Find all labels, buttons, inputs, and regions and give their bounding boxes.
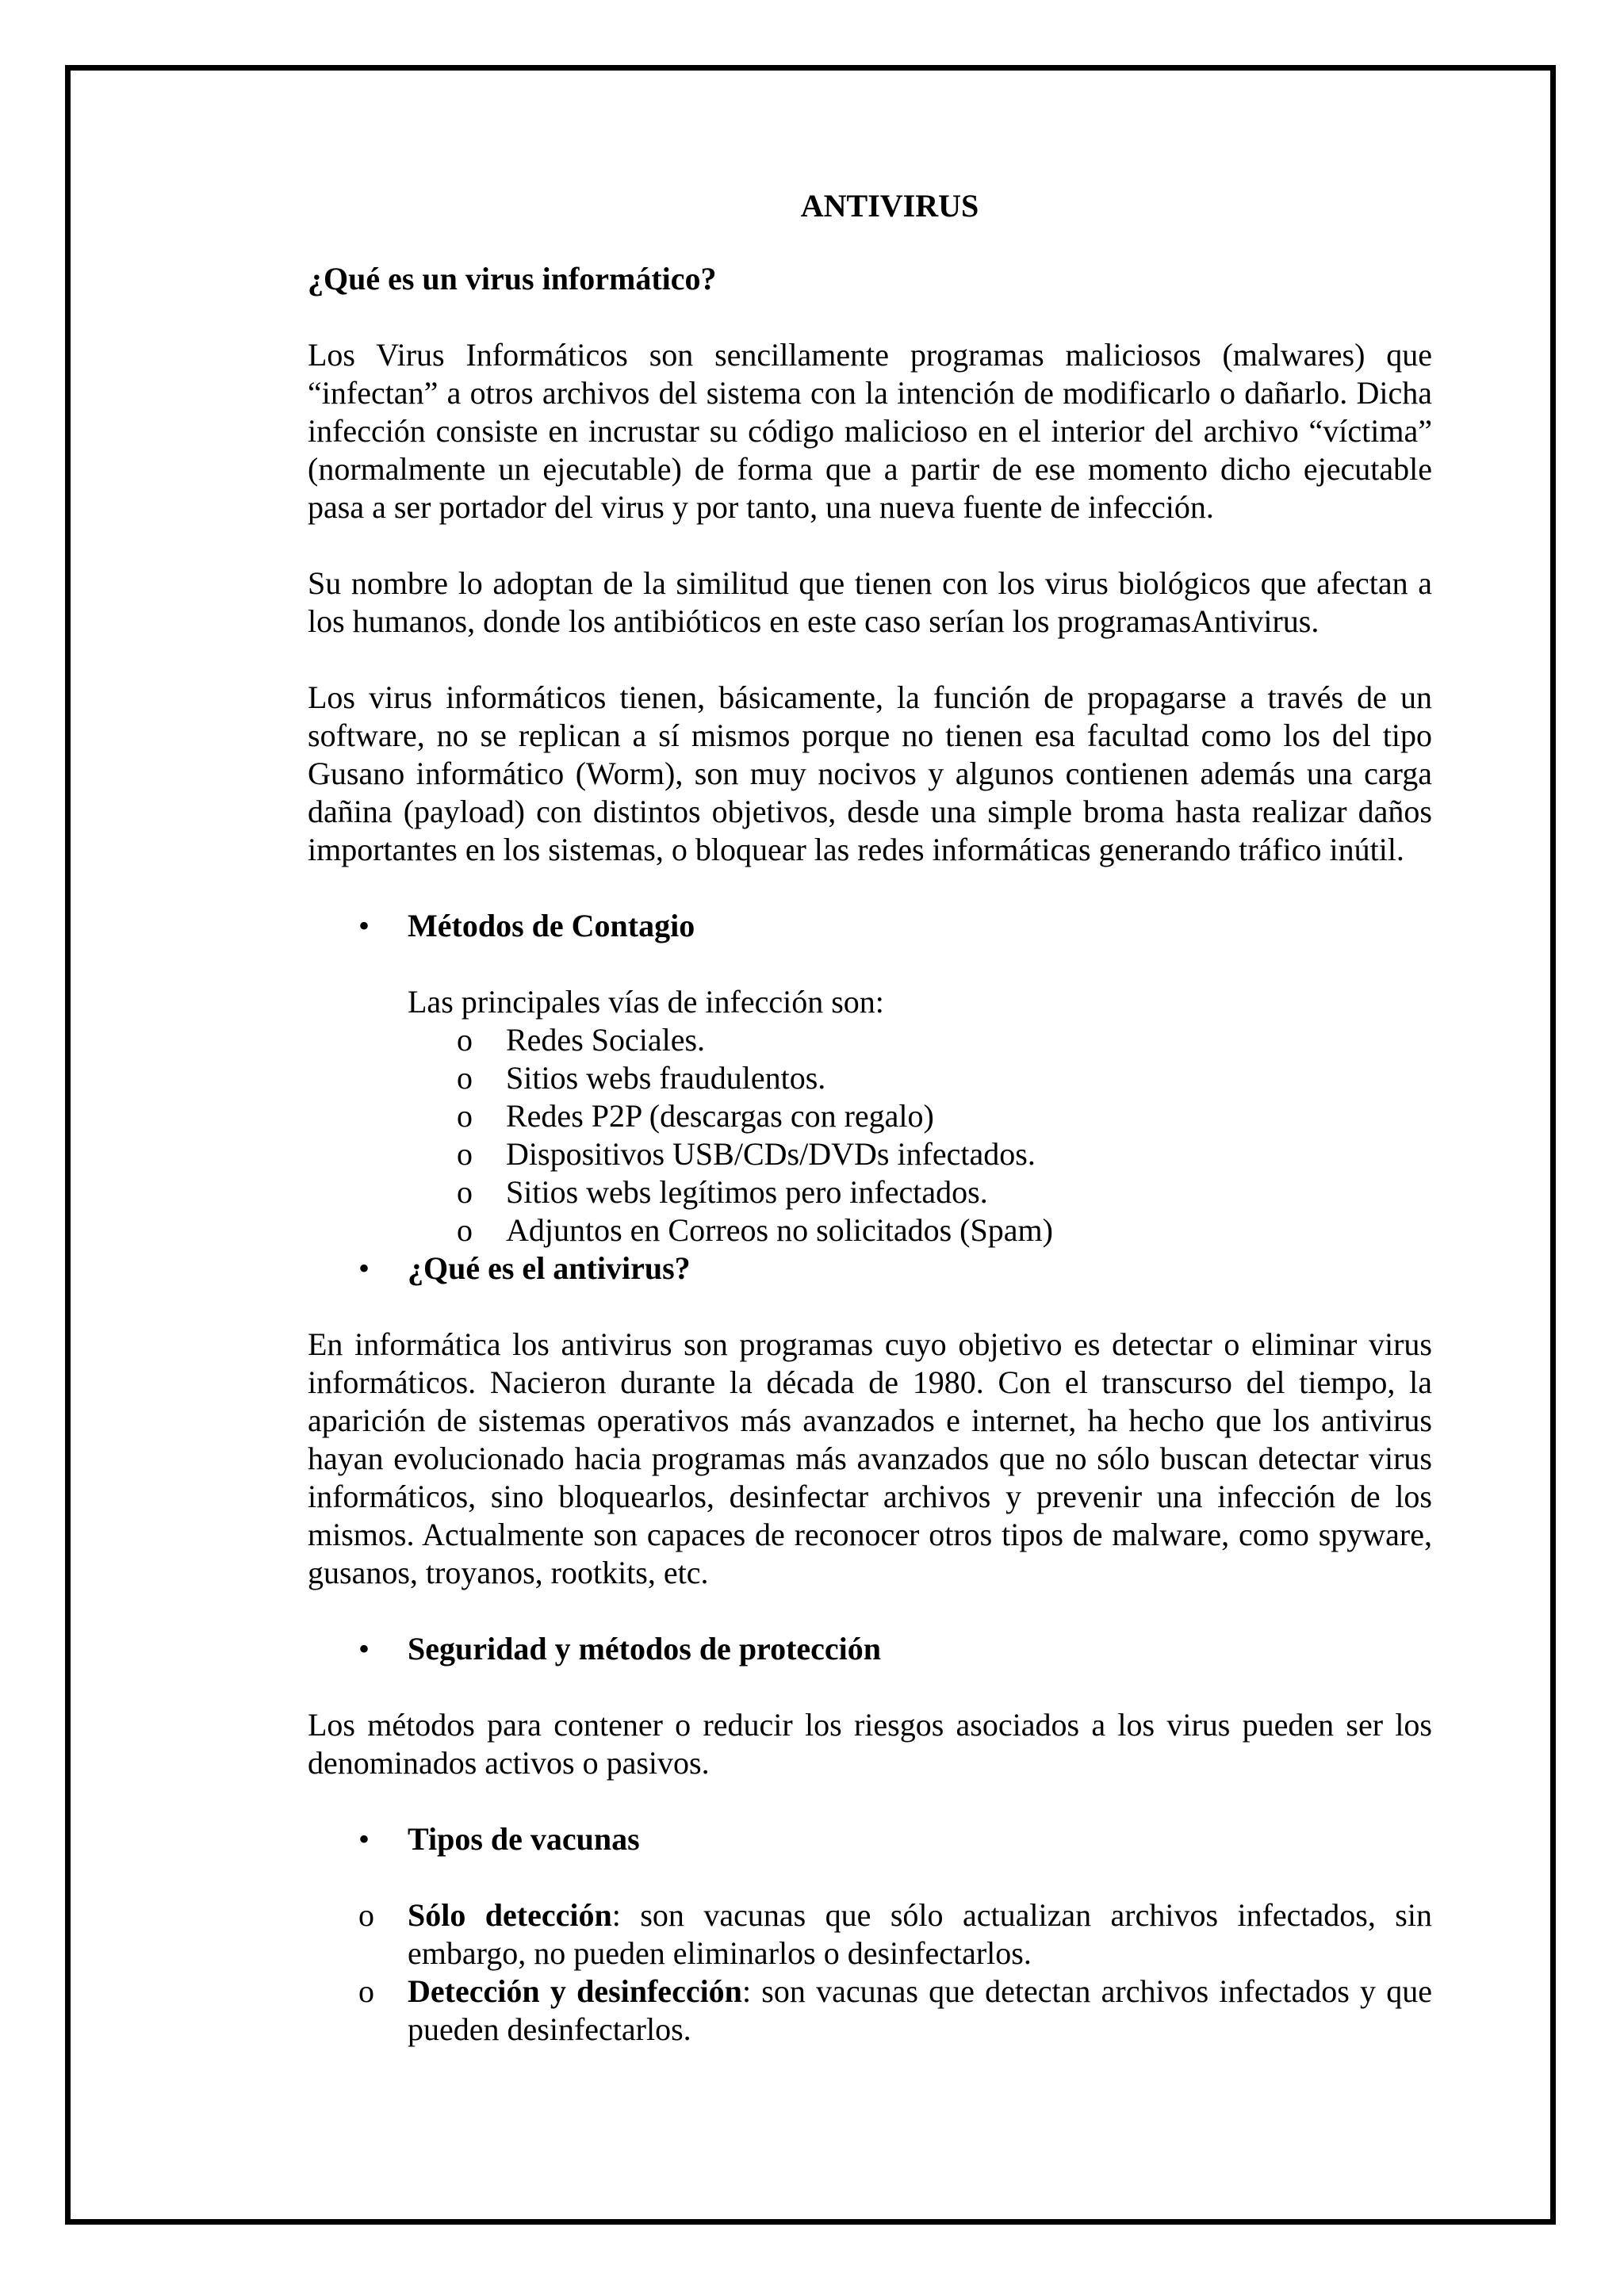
paragraph-function: Los virus informáticos tienen, básicamente, la función de propagarse a través de un software, no se replican a sí mismos porque no tienen esa facultad como los del tipo Gusano informático (Worm), son muy nocivos y algunos contienen además una carga dañina (payload) con distintos objetivos, desde una simple broma hasta realizar daños importantes en los sistemas, o bloquear las redes informáticas generando tráfico inútil. — [308, 679, 1432, 867]
bullet-marker: • — [358, 1250, 370, 1286]
paragraph-name-origin: Su nombre lo adoptan de la similitud que tienen con los virus biológicos que afectan a los humanos, donde los antibióticos en este caso serían los programasAntivirus. — [308, 565, 1432, 639]
section-heading-text: Métodos de Contagio — [408, 908, 695, 943]
bullet-marker: • — [358, 1821, 370, 1857]
vaccine-type-item — [308, 1896, 1432, 1973]
section-heading-vacunas — [308, 1820, 1432, 1858]
vaccine-term: Sólo detección — [408, 1897, 612, 1933]
sub-bullet-marker: o — [358, 1973, 374, 2009]
sub-bullet-marker: o — [457, 1212, 473, 1248]
sub-bullet-marker: o — [457, 1174, 473, 1210]
list-item — [308, 1059, 1432, 1097]
list-item — [308, 1173, 1432, 1211]
section-heading-contagio — [308, 907, 1432, 945]
paragraph-definition: Los Virus Informáticos son sencillamente programas maliciosos (malwares) que “infectan” a otros archivos del sistema con la intención de modificarlo o dañarlo. Dicha infección consiste en incrustar su código malicioso en el interior del archivo “víctima” (normalmente un ejecutable) de forma que a partir de ese momento dicho ejecutable pasa a ser portador del virus y por tanto, una nueva fuente de infección. — [308, 337, 1432, 525]
sub-bullet-marker: o — [457, 1098, 473, 1134]
vaccine-description: : son vacunas que sólo actualizan archivos infectados, sin embargo, no pueden eliminarlos o desinfectarlos. — [408, 1897, 1432, 1971]
sub-bullet-marker: o — [457, 1136, 473, 1172]
document-title: ANTIVIRUS — [800, 188, 979, 224]
section-heading-text: Seguridad y métodos de protección — [408, 1631, 882, 1667]
section-heading-antivirus — [308, 1249, 1432, 1288]
question-heading: ¿Qué es un virus informático? — [308, 261, 717, 297]
section-heading-text: ¿Qué es el antivirus? — [408, 1250, 691, 1286]
sub-bullet-marker: o — [457, 1022, 473, 1058]
sub-bullet-marker: o — [457, 1060, 473, 1096]
vaccine-description: : son vacunas que detectan archivos infectados y que pueden desinfectarlos. — [408, 1973, 1433, 2047]
vaccine-type-item — [308, 1973, 1432, 2049]
list-item — [308, 1135, 1432, 1173]
list-item — [308, 1211, 1432, 1249]
bullet-marker: • — [358, 908, 370, 943]
list-item-text: Redes Sociales. — [506, 1022, 706, 1058]
list-item — [308, 1097, 1432, 1135]
bullet-marker: • — [358, 1631, 370, 1667]
section-heading-text: Tipos de vacunas — [408, 1821, 640, 1857]
vaccine-term: Detección y desinfección — [408, 1973, 742, 2009]
infection-routes-list — [308, 1021, 1432, 1249]
paragraph-seguridad: Los métodos para contener o reducir los riesgos asociados a los virus pueden ser los denominados activos o pasivos. — [308, 1707, 1432, 1781]
contagio-intro: Las principales vías de infección son: — [408, 984, 884, 1020]
list-item-text: Redes P2P (descargas con regalo) — [506, 1098, 934, 1134]
paragraph-antivirus: En informática los antivirus son programas cuyo objetivo es detectar o eliminar virus informáticos. Nacieron durante la década de 1980. Con el transcurso del tiempo, la aparición de sistemas operativos más avanzados e internet, ha hecho que los antivirus hayan evolucionado hacia programas más avanzados que no sólo buscan detectar virus informáticos, sino bloquearlos, desinfectar archivos y prevenir una infección de los mismos. Actualmente son capaces de reconocer otros tipos de malware, como spyware, gusanos, troyanos, rootkits, etc. — [308, 1326, 1432, 1590]
section-heading-seguridad — [308, 1630, 1432, 1668]
list-item-text: Sitios webs legítimos pero infectados. — [506, 1174, 988, 1210]
list-item — [308, 1021, 1432, 1059]
list-item-text: Adjuntos en Correos no solicitados (Spam) — [506, 1212, 1053, 1248]
sub-bullet-marker: o — [358, 1897, 374, 1933]
list-item-text: Sitios webs fraudulentos. — [506, 1060, 826, 1096]
list-item-text: Dispositivos USB/CDs/DVDs infectados. — [506, 1136, 1036, 1172]
document-body — [308, 187, 1432, 2049]
